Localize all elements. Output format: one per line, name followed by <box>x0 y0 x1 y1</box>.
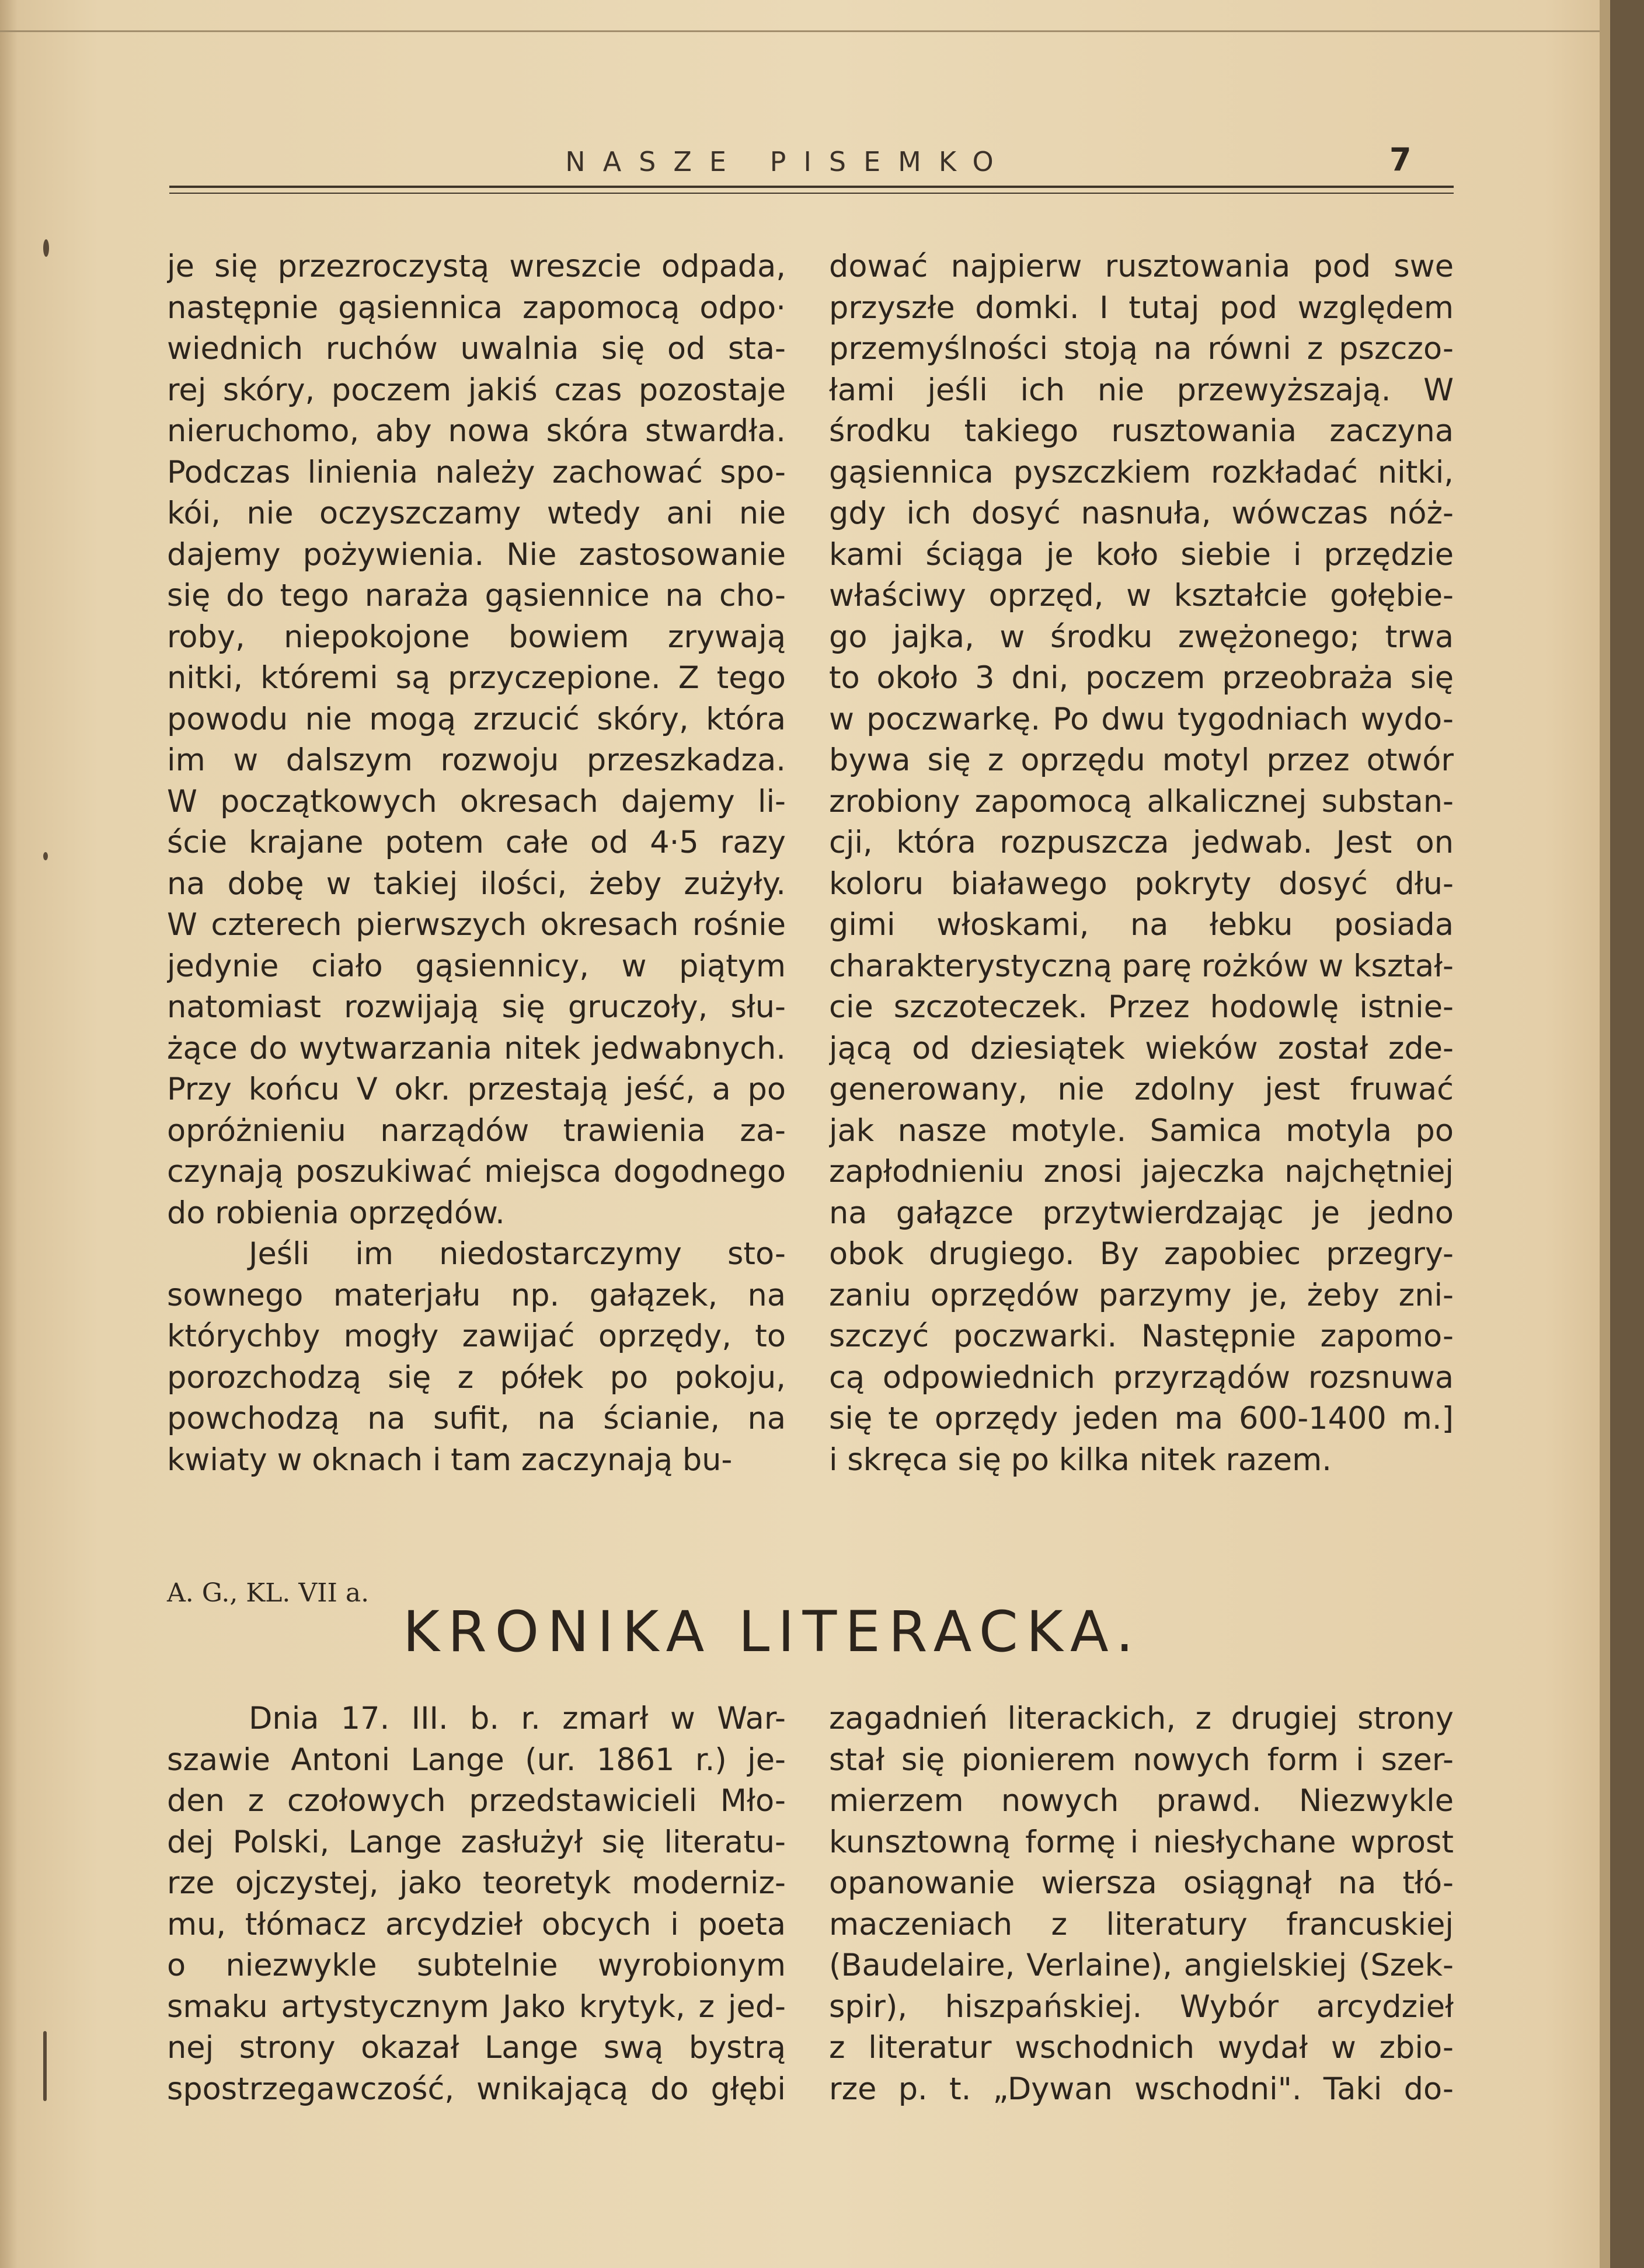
text-line: nej strony okazał Lange swą bystrą <box>167 2030 786 2065</box>
page-binding-shadow <box>1600 0 1610 2268</box>
text-line: porozchodzą się z półek po pokoju, <box>167 1359 786 1395</box>
text-line: mu, tłómacz arcydzieł obcych i poeta <box>167 1906 786 1942</box>
text-line: do robienia oprzędów. <box>167 1195 505 1231</box>
text-line: smaku artystycznym Jako krytyk, z jed- <box>167 1988 786 2025</box>
text-line: następnie gąsiennica zapomocą odpo· <box>167 289 786 326</box>
page-left-shade <box>0 0 18 2268</box>
text-line: Dnia 17. III. b. r. zmarł w War- <box>249 1701 786 1736</box>
article1-left-column <box>167 246 786 1481</box>
text-line: dej Polski, Lange zasłużył się literatu- <box>167 1824 786 1860</box>
text-line: dajemy pożywienia. Nie zastosowanie <box>167 536 786 573</box>
page-top-edge-line <box>0 30 1611 32</box>
text-line: cą odpowiednich przyrządów rozsnuwa <box>829 1359 1454 1395</box>
text-line: Jeśli im niedostarczymy sto- <box>249 1236 786 1272</box>
text-line: powchodzą na sufit, na ścianie, na <box>167 1401 786 1436</box>
text-line: łami jeśli ich nie przewyższają. W <box>829 372 1454 408</box>
text-line: o niezwykle subtelnie wyrobionym <box>167 1948 786 1983</box>
text-line: szczyć poczwarki. Następnie zapomo- <box>829 1318 1454 1354</box>
text-line: rze p. t. „Dywan wschodni". Taki do- <box>829 2071 1454 2107</box>
text-line: w poczwarkę. Po dwu tygodniach wydo- <box>829 701 1454 737</box>
text-line: i skręca się po kilka nitek razem. <box>829 1442 1332 1478</box>
text-line: mierzem nowych prawd. Niezwykle <box>829 1783 1454 1819</box>
text-line: jącą od dziesiątek wieków został zde- <box>829 1030 1454 1066</box>
text-line: nieruchomo, aby nowa skóra stwardła. <box>167 413 786 449</box>
text-line: spostrzegawczość, wnikającą do głębi <box>167 2071 786 2107</box>
running-header-title: NASZE PISEMKO <box>565 146 1011 177</box>
page-right-edge <box>1610 0 1644 2268</box>
text-line: zaniu oprzędów parzymy je, żeby zni- <box>829 1277 1454 1313</box>
text-line: stał się pionierem nowych form i szer- <box>829 1742 1454 1778</box>
paper-speck <box>43 852 48 860</box>
text-line: Przy końcu V okr. przestają jeść, a po <box>167 1072 786 1107</box>
article1-signature: A. G., KL. VII a. <box>167 1578 370 1608</box>
text-line: kói, nie oczyszczamy wtedy ani nie <box>167 496 786 531</box>
text-line: charakterystyczną parę rożków w kształ- <box>829 948 1454 984</box>
text-line: przemyślności stoją na równi z pszczo- <box>829 331 1454 367</box>
text-line: cie szczoteczek. Przez hodowlę istnie- <box>829 989 1454 1025</box>
text-line: obok drugiego. By zapobiec przegry- <box>829 1236 1454 1272</box>
text-line: W czterech pierwszych okresach rośnie <box>167 907 786 943</box>
text-line: się do tego naraża gąsiennice na cho- <box>167 578 786 613</box>
text-line: zrobiony zapomocą alkalicznej substan- <box>829 783 1454 819</box>
article2-right-column <box>829 1698 1454 2110</box>
text-line: zagadnień literackich, z drugiej strony <box>829 1701 1454 1736</box>
text-line: wiednich ruchów uwalnia się od sta- <box>167 331 786 367</box>
text-line: nitki, któremi są przyczepione. Z tego <box>167 660 786 696</box>
article1-right-column <box>829 246 1454 1481</box>
text-line: kami ściąga je koło siebie i przędzie <box>829 536 1454 573</box>
text-line: właściwy oprzęd, w kształcie gołębie- <box>829 578 1454 613</box>
text-line: jedynie ciało gąsiennicy, w piątym <box>167 948 786 984</box>
text-line: z literatur wschodnich wydał w zbio- <box>829 2030 1454 2065</box>
text-line: je się przezroczystą wreszcie odpada, <box>167 249 786 284</box>
text-line: roby, niepokojone bowiem zrywają <box>167 619 786 655</box>
text-line: przyszłe domki. I tutaj pod względem <box>829 289 1454 326</box>
paper-speck <box>43 2031 47 2101</box>
text-line: gimi włoskami, na łebku posiada <box>829 907 1454 943</box>
text-line: na dobę w takiej ilości, żeby zużyły. <box>167 866 786 902</box>
text-line: spir), hiszpańskiej. Wybór arcydzieł <box>829 1988 1454 2025</box>
page-number: 7 <box>1389 141 1412 178</box>
text-line: się te oprzędy jeden ma 600-1400 m.] <box>829 1401 1454 1436</box>
header-rule-thick <box>169 186 1454 188</box>
text-line: kwiaty w oknach i tam zaczynają bu- <box>167 1442 733 1478</box>
text-line: (Baudelaire, Verlaine), angielskiej (Szek- <box>829 1948 1454 1983</box>
text-line: rej skóry, poczem jakiś czas pozostaje <box>167 372 786 408</box>
text-line: natomiast rozwijają się gruczoły, słu- <box>167 989 786 1025</box>
text-line: opróżnieniu narządów trawienia za- <box>167 1112 786 1149</box>
text-line: den z czołowych przedstawicieli Mło- <box>167 1783 786 1819</box>
text-line: to około 3 dni, poczem przeobraża się <box>829 660 1454 696</box>
text-line: którychby mogły zawijać oprzędy, to <box>167 1318 786 1354</box>
text-line: bywa się z oprzędu motyl przez otwór <box>829 742 1454 778</box>
header-rule-thin <box>169 193 1454 194</box>
text-line: żące do wytwarzania nitek jedwabnych. <box>167 1030 786 1066</box>
text-line: opanowanie wiersza osiągnął na tłó- <box>829 1865 1454 1901</box>
text-line: kunsztowną formę i niesłychane wprost <box>829 1824 1454 1860</box>
text-line: jak nasze motyle. Samica motyla po <box>829 1112 1454 1149</box>
text-line: gąsiennica pyszczkiem rozkładać nitki, <box>829 454 1454 490</box>
text-line: ście krajane potem całe od 4·5 razy <box>167 825 786 860</box>
text-line: zapłodnieniu znosi jajeczka najchętniej <box>829 1154 1454 1189</box>
text-line: na gałązce przytwierdzając je jedno <box>829 1195 1454 1231</box>
text-line: gdy ich dosyć nasnuła, wówczas nóż- <box>829 496 1454 531</box>
text-line: im w dalszym rozwoju przeszkadza. <box>167 742 786 778</box>
text-line: dować najpierw rusztowania pod swe <box>829 249 1454 284</box>
text-line: środku takiego rusztowania zaczyna <box>829 413 1454 449</box>
text-line: koloru białawego pokryty dosyć dłu- <box>829 866 1454 902</box>
article2-left-column <box>167 1698 786 2110</box>
text-line: powodu nie mogą zrzucić skóry, która <box>167 701 786 737</box>
text-line: czynają poszukiwać miejsca dogodnego <box>167 1154 786 1189</box>
text-line: Podczas linienia należy zachować spo- <box>167 454 786 490</box>
text-line: szawie Antoni Lange (ur. 1861 r.) je- <box>167 1742 786 1778</box>
section-title: KRONIKA LITERACKA. <box>403 1599 1142 1665</box>
text-line: sownego materjału np. gałązek, na <box>167 1277 786 1313</box>
text-line: go jajka, w środku zwężonego; trwa <box>829 619 1454 655</box>
text-line: W początkowych okresach dajemy li- <box>167 783 786 819</box>
text-line: cji, która rozpuszcza jedwab. Jest on <box>829 825 1454 860</box>
paper-speck <box>43 239 49 257</box>
text-line: generowany, nie zdolny jest fruwać <box>829 1072 1454 1107</box>
text-line: maczeniach z literatury francuskiej <box>829 1906 1454 1942</box>
text-line: rze ojczystej, jako teoretyk moderniz- <box>167 1865 786 1901</box>
